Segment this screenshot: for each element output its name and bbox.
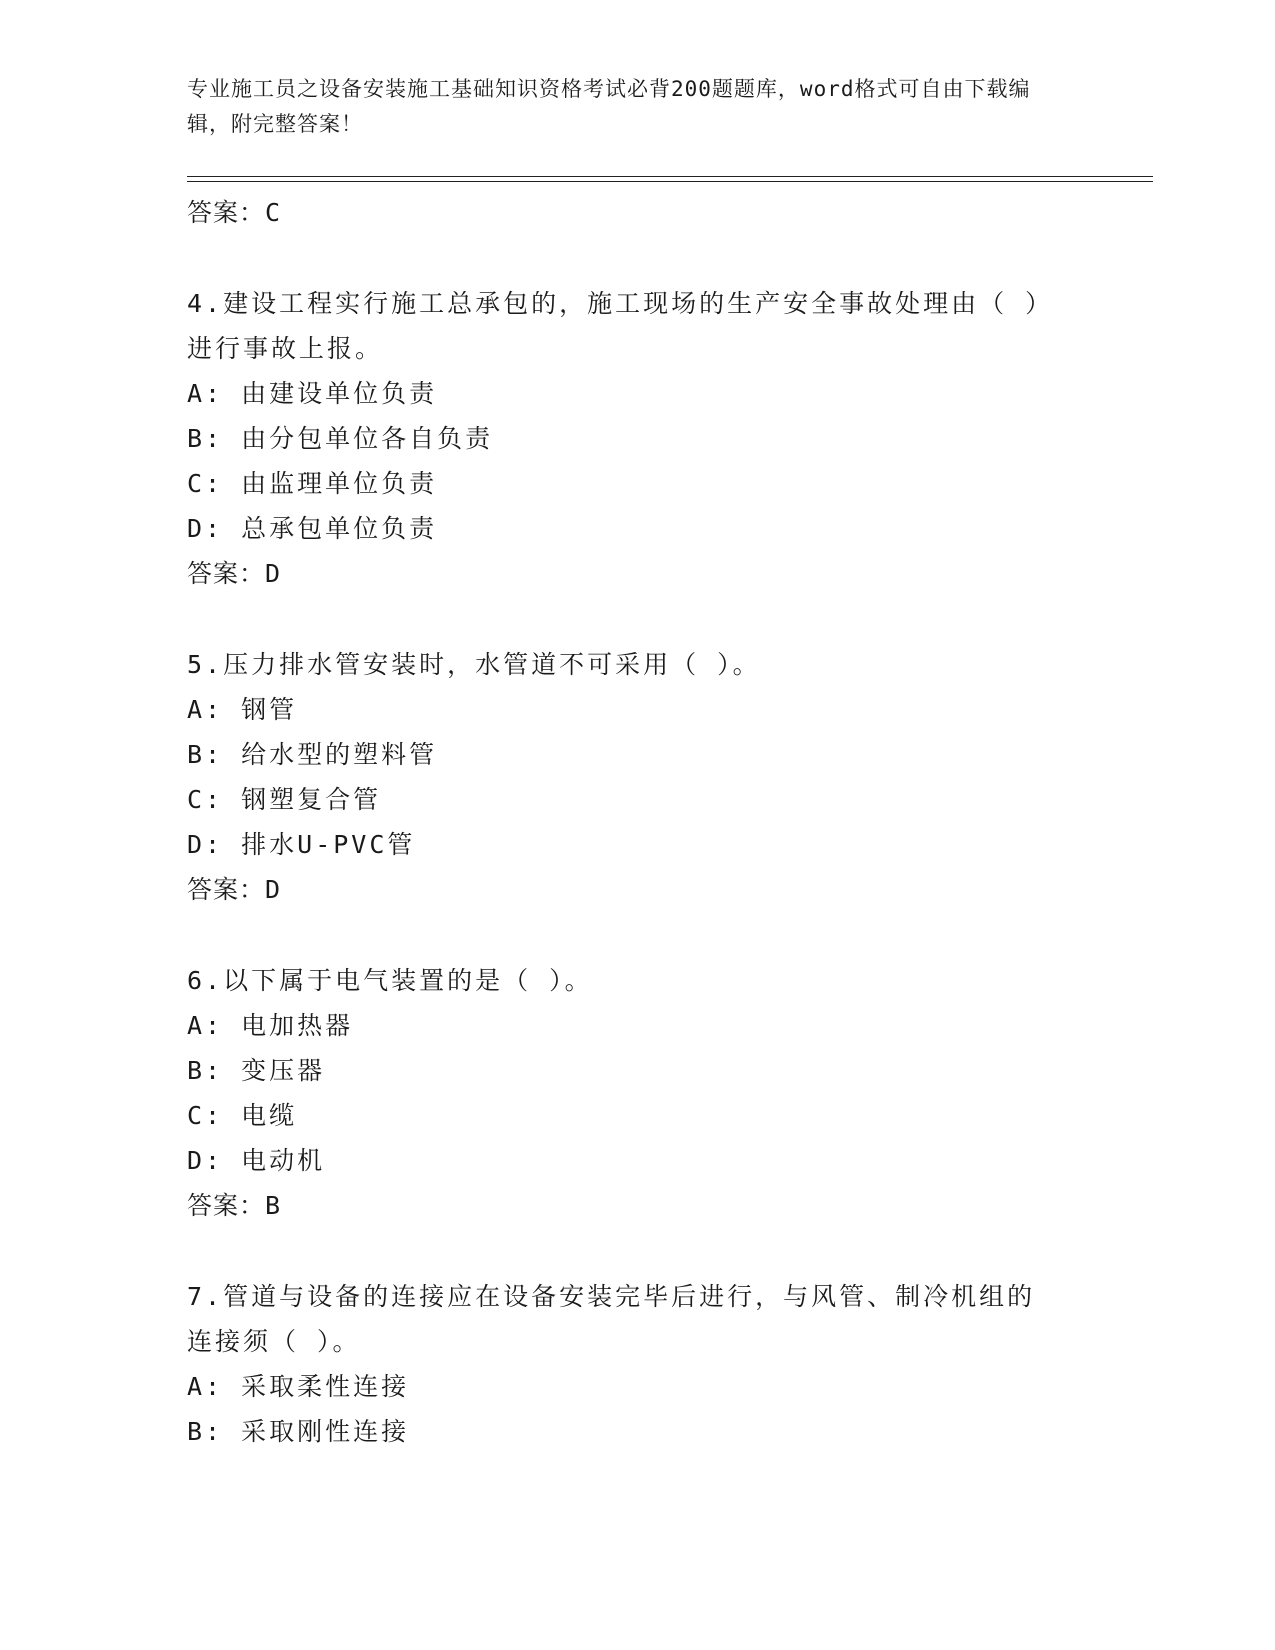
option-b: B: 由分包单位各自负责: [187, 424, 494, 453]
question-4: [187, 281, 1087, 596]
option-a: A: 电加热器: [187, 1011, 354, 1040]
question-text: 4.建设工程实行施工总承包的，施工现场的生产安全事故处理由（ ）: [187, 289, 1054, 318]
question-list: [187, 190, 1087, 1454]
answer: 答案：B: [187, 1191, 282, 1220]
option-a: A: 钢管: [187, 695, 298, 724]
question-5: [187, 642, 1087, 912]
option-a: A: 采取柔性连接: [187, 1372, 410, 1401]
header-rule-top: [187, 176, 1153, 177]
option-d: D: 总承包单位负责: [187, 514, 438, 543]
spacer: [187, 912, 1087, 958]
option-b: B: 采取刚性连接: [187, 1417, 410, 1446]
question-text: 7.管道与设备的连接应在设备安装完毕后进行，与风管、制冷机组的: [187, 1282, 1036, 1311]
question-text: 6.以下属于电气装置的是（ ）。: [187, 966, 593, 995]
header-rule-bottom: [187, 181, 1153, 182]
question-text: 5.压力排水管安装时，水管道不可采用（ ）。: [187, 650, 761, 679]
option-b: B: 变压器: [187, 1056, 326, 1085]
spacer: [187, 596, 1087, 642]
option-c: C: 由监理单位负责: [187, 469, 438, 498]
question-7: [187, 1274, 1087, 1454]
question-text-continued: 进行事故上报。: [187, 334, 384, 363]
answer: 答案：D: [187, 875, 282, 904]
option-c: C: 电缆: [187, 1101, 298, 1130]
option-d: D: 电动机: [187, 1146, 326, 1175]
question-text-continued: 连接须（ ）。: [187, 1327, 361, 1356]
option-d: D: 排水U-PVC管: [187, 830, 416, 859]
option-b: B: 给水型的塑料管: [187, 740, 438, 769]
previous-answer: 答案：C: [187, 198, 282, 227]
option-a: A: 由建设单位负责: [187, 379, 438, 408]
question-6: [187, 958, 1087, 1228]
answer: 答案：D: [187, 559, 282, 588]
spacer: [187, 235, 1087, 281]
document-header: 专业施工员之设备安装施工基础知识资格考试必背200题题库，word格式可自由下载编辑，附完整答案！: [187, 77, 1031, 136]
option-c: C: 钢塑复合管: [187, 785, 382, 814]
spacer: [187, 1228, 1087, 1274]
